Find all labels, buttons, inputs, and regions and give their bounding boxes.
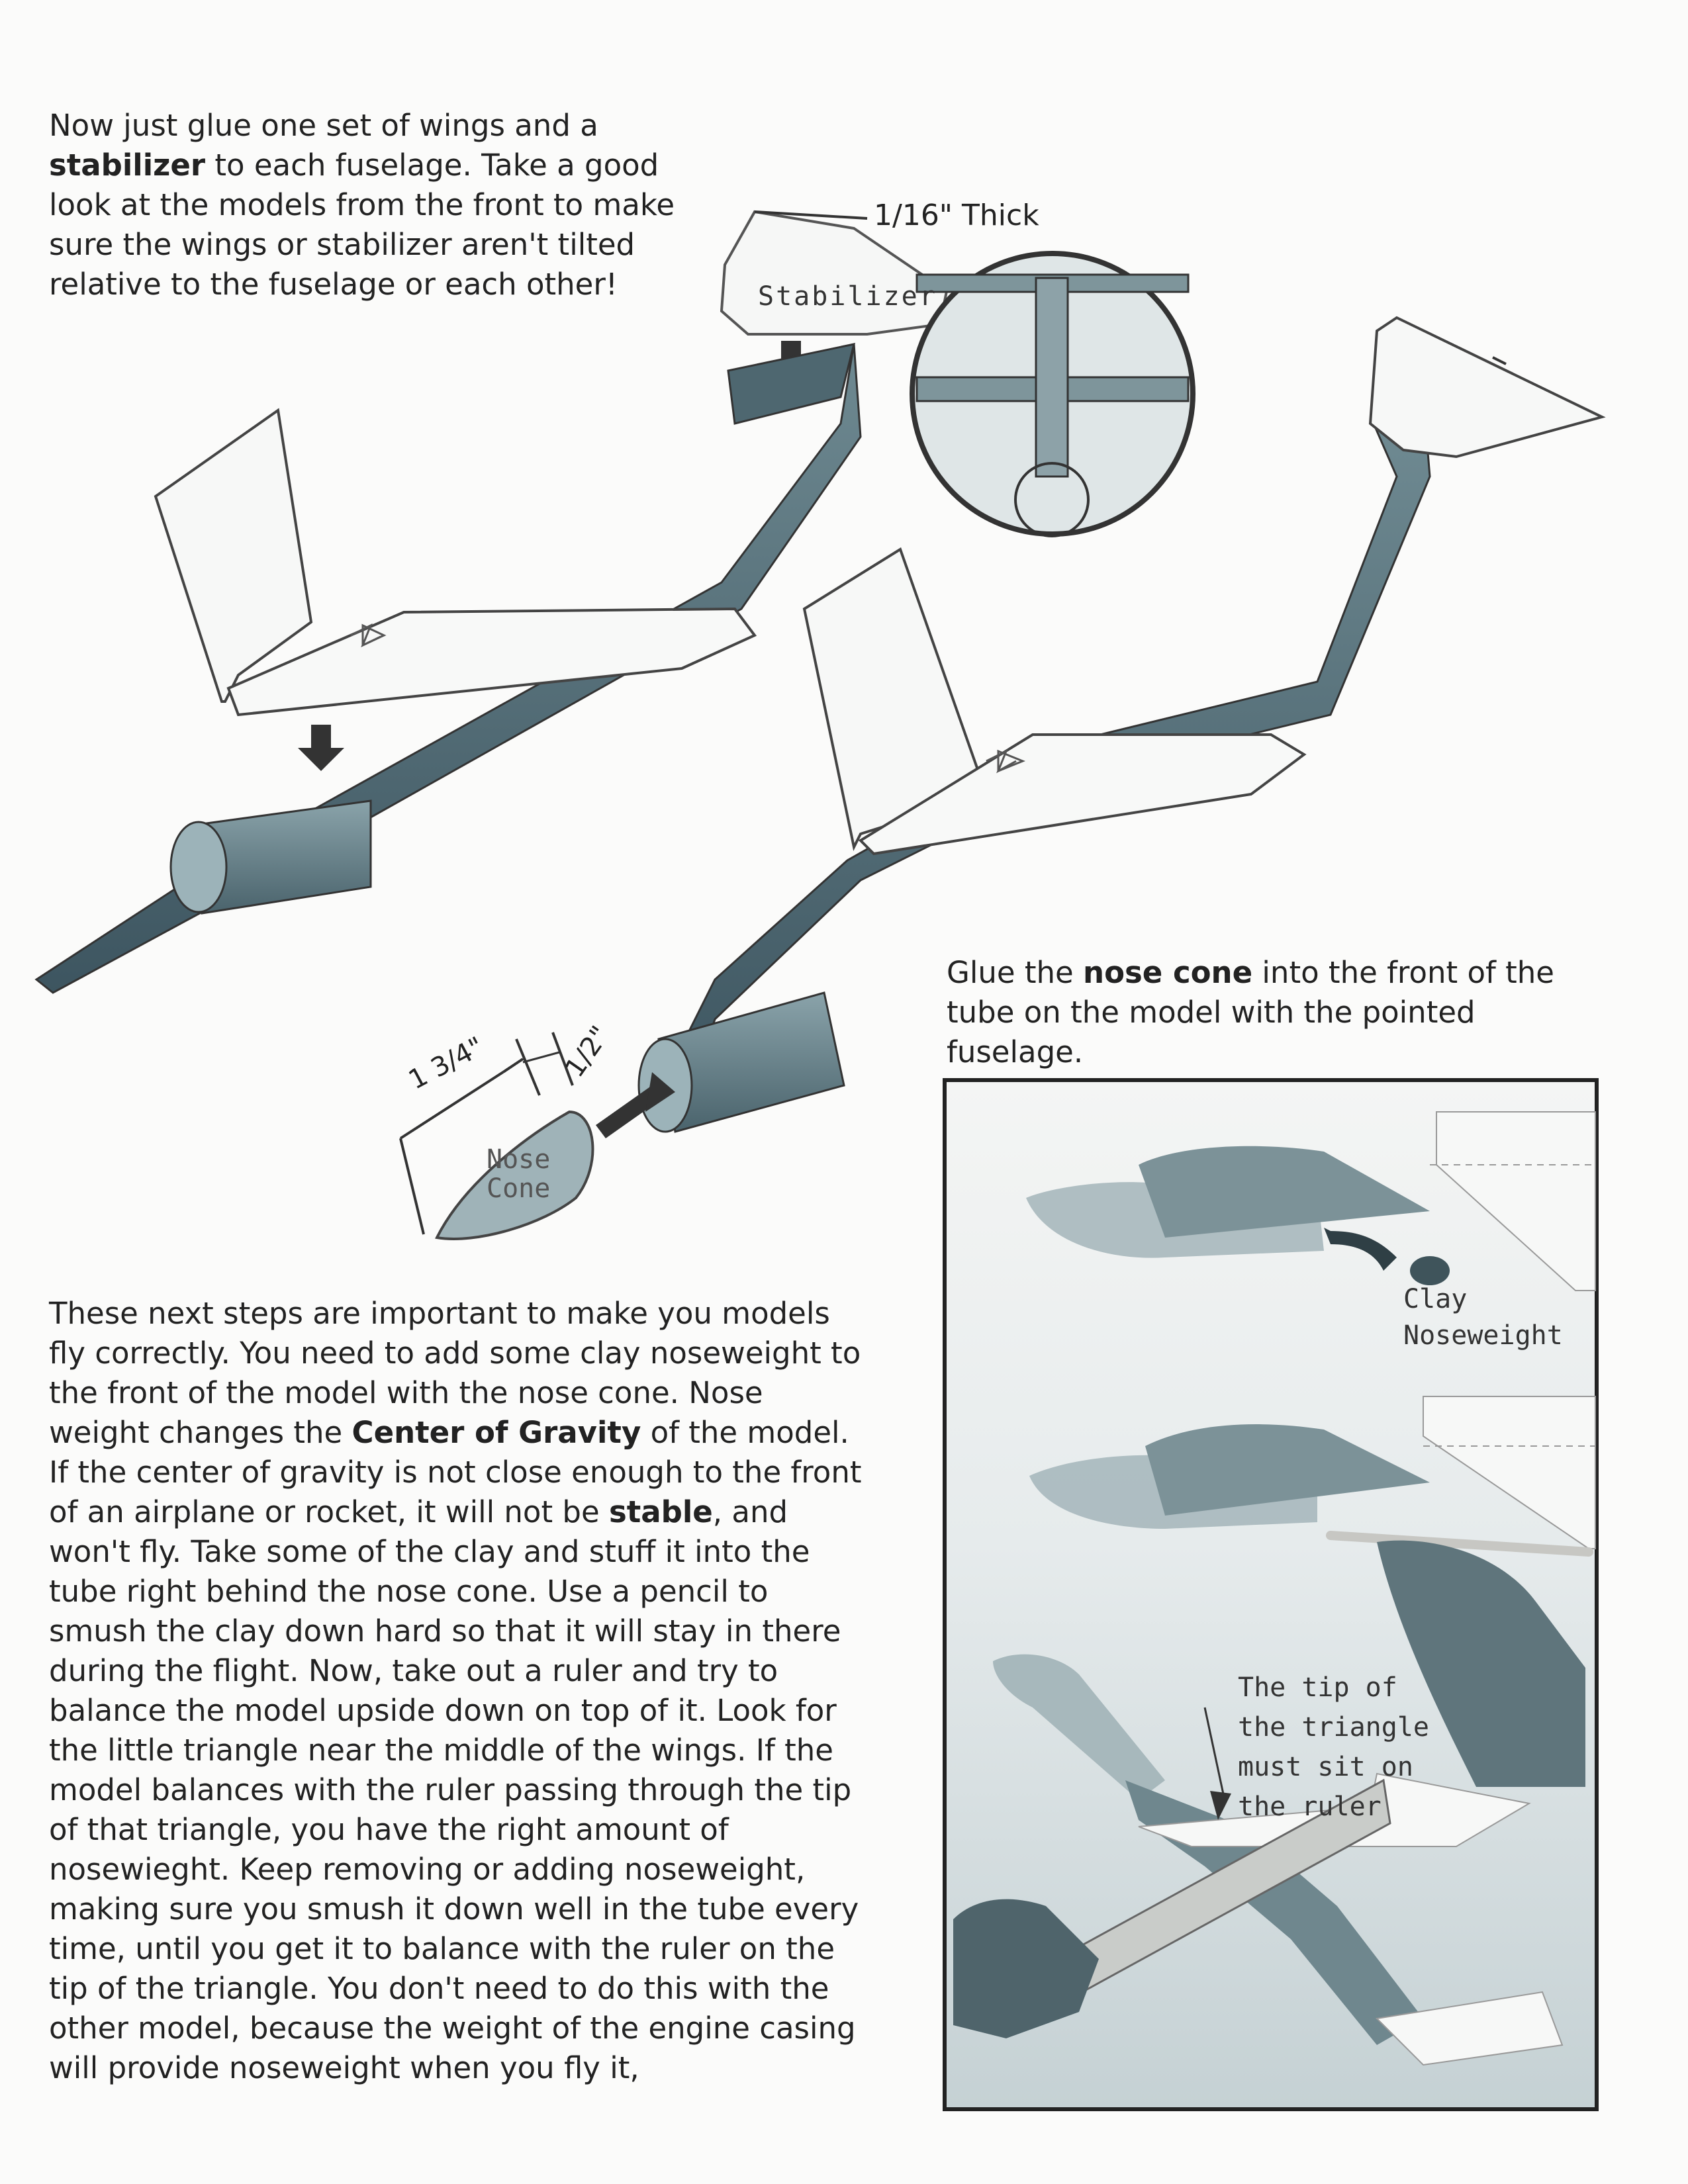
nosecone-text-2: into the front of the tube on the model with the pointed fuselage.	[947, 955, 1554, 1069]
left-airplane	[36, 344, 861, 993]
balance-bold-cog: Center of Gravity	[352, 1415, 641, 1450]
balance-text-1: These next steps are important to make you models fly correctly. You need to add some clay noseweight to the front of the model with the nose cone. Nose weight changes the	[49, 1296, 861, 1450]
balance-text-3: , and won't fly. Take some of the clay and stuff it into the tube right behind the nose cone. Use a pencil to smush the clay down hard so that it will stay in there during the flight. Now, take out a ruler and try to balance the model upside down on top of it. Look for the little triangle near the middle of the wings. If the model balances with the ruler passing through the tip of that triangle, you have the right amount of nosewieght. Keep removing or adding noseweight, making sure you smush it down well in the tube every time, until you get it to balance with the ruler on the tip of the triangle. You don't need to do this with the other model, because the weight of the engine casing will provide noseweight when you fly it,	[49, 1494, 859, 2085]
clay-label: Clay	[1403, 1284, 1468, 1314]
balance-bold-stable: stable	[608, 1494, 713, 1529]
down-arrow-icon	[298, 725, 344, 771]
intro-text-2: to each fuselage. Take a good look at the models from the front to make sure the wings or stabilizer aren't tilted relative to the fuselage or each other!	[49, 148, 675, 302]
stabilizer-label: Stabilizer	[758, 281, 937, 312]
balance-text-2: of the model. If the center of gravity is not close enough to the front of an airplane or rocket, it will not be	[49, 1415, 862, 1529]
intro-bold-stabilizer: stabilizer	[49, 148, 206, 183]
nosecone-text-1: Glue the	[947, 955, 1084, 990]
tip-note-label: The tip of the triangle must sit on the ruler	[1238, 1672, 1429, 1822]
thickness-label: 1/16" Thick	[874, 199, 1039, 232]
nose-cone-label: Nose Cone	[487, 1144, 551, 1204]
noseweight-label: Noseweight	[1403, 1320, 1563, 1351]
nosecone-bold: nose cone	[1083, 955, 1253, 990]
front-view-circle	[912, 253, 1193, 536]
length-long-label: 1 3/4"	[404, 1031, 489, 1096]
intro-text-1: Now just glue one set of wings and a	[49, 108, 598, 143]
balance-photo-frame	[945, 1080, 1597, 2109]
length-short-label: 1/2"	[559, 1021, 616, 1083]
